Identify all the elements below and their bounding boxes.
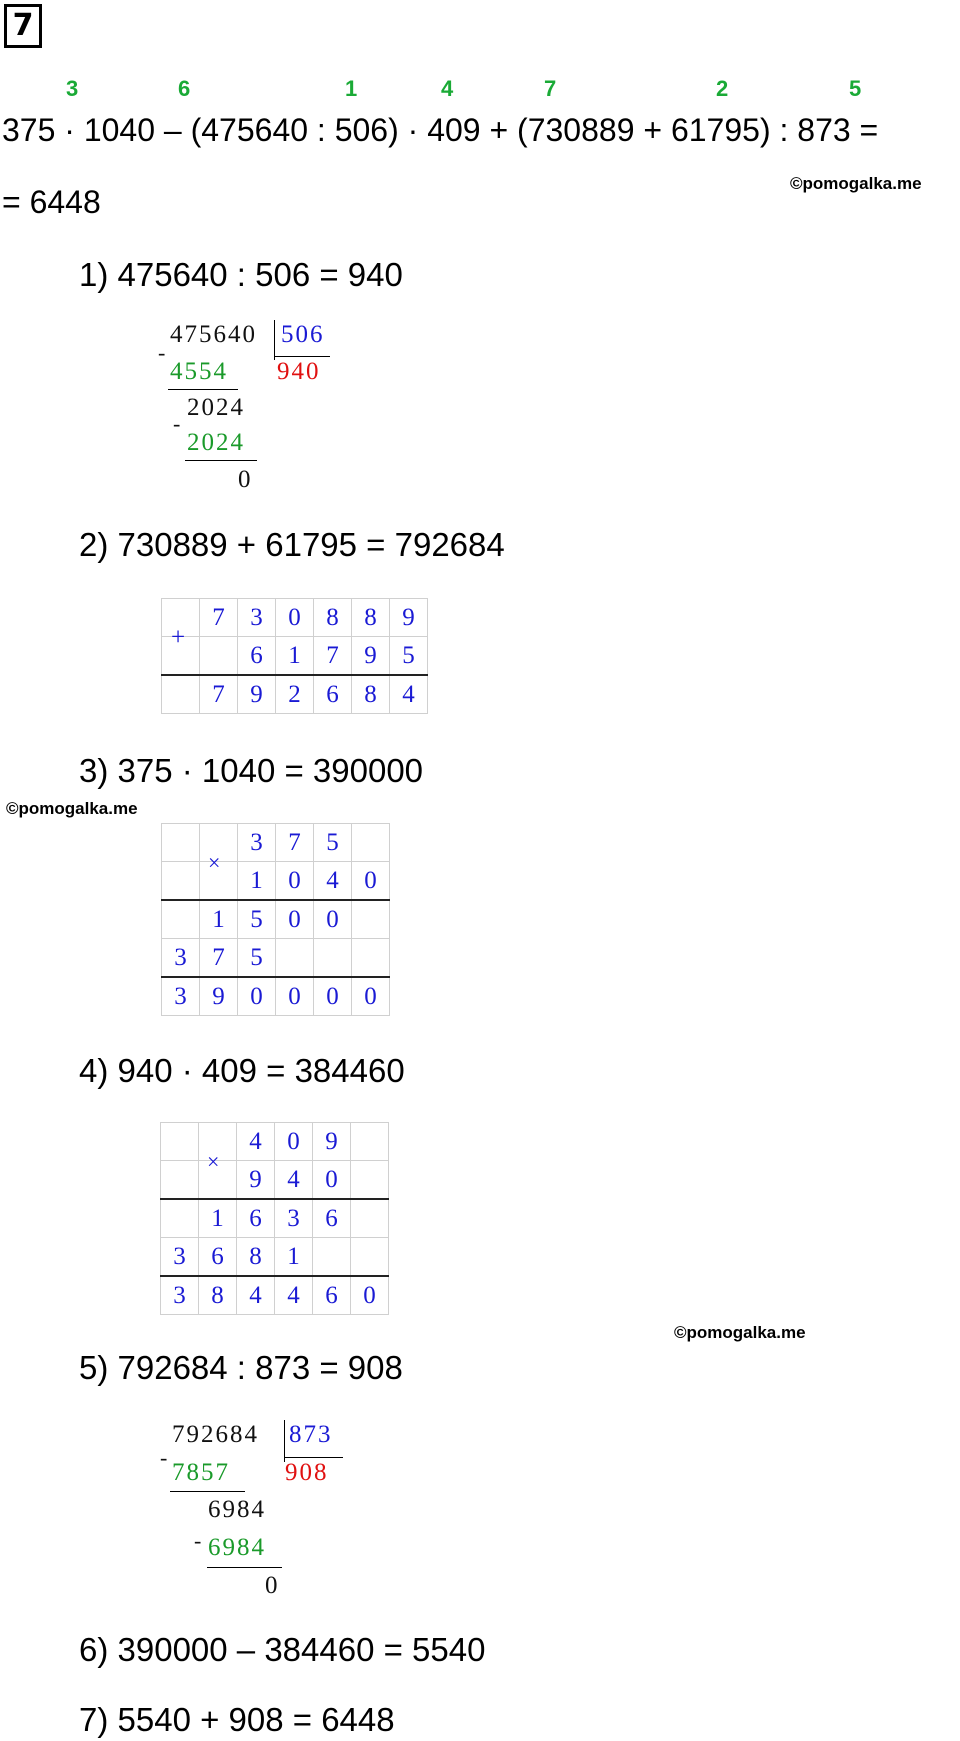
multiplication-grid-2 bbox=[160, 1122, 389, 1315]
grid-cell: 1 bbox=[200, 900, 238, 939]
grid-cell bbox=[352, 939, 390, 978]
remainder: 2024 bbox=[187, 394, 245, 421]
grid-cell: 1 bbox=[276, 637, 314, 676]
grid-cell: 0 bbox=[314, 900, 352, 939]
step-6: 6) 390000 – 384460 = 5540 bbox=[79, 1631, 486, 1668]
grid-cell: 6 bbox=[237, 1199, 275, 1238]
remainder: 6984 bbox=[208, 1496, 266, 1523]
dividend: 792684 bbox=[172, 1421, 259, 1448]
grid-cell bbox=[161, 1123, 199, 1161]
grid-cell: 6 bbox=[199, 1238, 237, 1277]
order-mark: 4 bbox=[441, 76, 454, 101]
grid-cell: 4 bbox=[390, 675, 428, 714]
times-sign: × bbox=[208, 850, 223, 875]
grid-cell bbox=[352, 900, 390, 939]
grid-cell: 8 bbox=[314, 599, 352, 637]
subtrahend: 6984 bbox=[208, 1534, 266, 1561]
grid-cell: 2 bbox=[276, 675, 314, 714]
grid-cell: 7 bbox=[314, 637, 352, 676]
grid-cell bbox=[314, 939, 352, 978]
grid-cell: 8 bbox=[237, 1238, 275, 1277]
grid-cell bbox=[200, 637, 238, 676]
grid-cell bbox=[351, 1161, 389, 1200]
grid-cell bbox=[351, 1123, 389, 1161]
grid-cell bbox=[313, 1238, 351, 1277]
dividend: 475640 bbox=[170, 321, 257, 348]
plus-sign: + bbox=[171, 624, 188, 651]
order-mark: 3 bbox=[66, 76, 79, 101]
step-2: 2) 730889 + 61795 = 792684 bbox=[79, 526, 505, 563]
grid-cell bbox=[276, 939, 314, 978]
order-mark: 2 bbox=[716, 76, 729, 101]
grid-cell: 9 bbox=[313, 1123, 351, 1161]
grid-cell: 4 bbox=[275, 1161, 313, 1200]
minus-sign: - bbox=[158, 340, 168, 365]
grid-cell: 9 bbox=[200, 977, 238, 1016]
grid-cell: 6 bbox=[313, 1199, 351, 1238]
minus-sign: - bbox=[160, 1445, 170, 1470]
grid-cell: 0 bbox=[276, 862, 314, 901]
grid-cell: 3 bbox=[162, 977, 200, 1016]
grid-cell: 4 bbox=[314, 862, 352, 901]
minus-sign: - bbox=[194, 1528, 204, 1553]
grid-cell: 9 bbox=[238, 675, 276, 714]
grid-cell bbox=[162, 862, 200, 901]
grid-cell: 3 bbox=[162, 939, 200, 978]
grid-cell bbox=[352, 824, 390, 862]
order-mark: 5 bbox=[849, 76, 862, 101]
step-4: 4) 940 · 409 = 384460 bbox=[79, 1052, 405, 1089]
final-remainder: 0 bbox=[265, 1572, 280, 1599]
watermark: ©pomogalka.me bbox=[674, 1323, 806, 1342]
grid-cell: 7 bbox=[276, 824, 314, 862]
order-mark: 7 bbox=[544, 76, 557, 101]
grid-cell: 0 bbox=[276, 977, 314, 1016]
grid-cell: 1 bbox=[238, 862, 276, 901]
subtrahend: 7857 bbox=[172, 1459, 230, 1486]
grid-cell: 8 bbox=[352, 599, 390, 637]
grid-cell: 5 bbox=[314, 824, 352, 862]
grid-cell: 1 bbox=[199, 1199, 237, 1238]
grid-cell: 3 bbox=[275, 1199, 313, 1238]
grid-cell: 0 bbox=[352, 977, 390, 1016]
divisor: 873 bbox=[289, 1421, 333, 1448]
grid-cell: 6 bbox=[313, 1276, 351, 1315]
grid-cell: 0 bbox=[238, 977, 276, 1016]
grid-cell: 3 bbox=[238, 824, 276, 862]
step-5: 5) 792684 : 873 = 908 bbox=[79, 1349, 403, 1386]
grid-cell: 0 bbox=[313, 1161, 351, 1200]
grid-cell: 6 bbox=[238, 637, 276, 676]
grid-cell: 4 bbox=[237, 1276, 275, 1315]
order-mark: 1 bbox=[345, 76, 358, 101]
grid-cell: 7 bbox=[200, 675, 238, 714]
grid-cell: 4 bbox=[237, 1123, 275, 1161]
grid-cell: 5 bbox=[238, 939, 276, 978]
order-mark: 6 bbox=[178, 76, 191, 101]
grid-cell: 7 bbox=[200, 939, 238, 978]
step-3: 3) 375 · 1040 = 390000 bbox=[79, 752, 424, 789]
grid-cell bbox=[351, 1238, 389, 1277]
step-1: 1) 475640 : 506 = 940 bbox=[79, 256, 403, 293]
final-remainder: 0 bbox=[238, 466, 253, 493]
grid-cell: 9 bbox=[390, 599, 428, 637]
watermark: ©pomogalka.me bbox=[6, 799, 138, 818]
grid-cell: 3 bbox=[161, 1238, 199, 1277]
divisor: 506 bbox=[281, 321, 325, 348]
grid-cell: 0 bbox=[351, 1276, 389, 1315]
task-number-box: 7 bbox=[4, 4, 42, 48]
grid-cell bbox=[162, 824, 200, 862]
quotient: 940 bbox=[277, 358, 321, 385]
minus-sign: - bbox=[173, 411, 183, 436]
addition-grid bbox=[161, 598, 428, 714]
subtrahend: 2024 bbox=[187, 429, 245, 456]
grid-cell: 8 bbox=[352, 675, 390, 714]
grid-cell: 9 bbox=[352, 637, 390, 676]
grid-cell bbox=[161, 1199, 199, 1238]
grid-cell bbox=[161, 1161, 199, 1200]
times-sign: × bbox=[207, 1149, 222, 1174]
grid-cell bbox=[162, 900, 200, 939]
grid-cell bbox=[162, 675, 200, 714]
quotient: 908 bbox=[285, 1459, 329, 1486]
grid-cell: 0 bbox=[275, 1123, 313, 1161]
grid-cell: 0 bbox=[352, 862, 390, 901]
grid-cell: 6 bbox=[314, 675, 352, 714]
grid-cell: 3 bbox=[238, 599, 276, 637]
grid-cell bbox=[351, 1199, 389, 1238]
grid-cell: 4 bbox=[275, 1276, 313, 1315]
grid-cell: 9 bbox=[237, 1161, 275, 1200]
grid-cell: 0 bbox=[314, 977, 352, 1016]
expression-line-1: 375 · 1040 – (475640 : 506) · 409 + (730889 + 61795) : 873 = bbox=[2, 112, 879, 148]
grid-cell: 5 bbox=[390, 637, 428, 676]
step-7: 7) 5540 + 908 = 6448 bbox=[79, 1701, 395, 1738]
grid-cell: 3 bbox=[161, 1276, 199, 1315]
subtrahend: 4554 bbox=[170, 358, 228, 385]
watermark: ©pomogalka.me bbox=[790, 174, 922, 193]
grid-cell: 8 bbox=[199, 1276, 237, 1315]
grid-cell: 0 bbox=[276, 900, 314, 939]
grid-cell: 1 bbox=[275, 1238, 313, 1277]
grid-cell: 0 bbox=[276, 599, 314, 637]
multiplication-grid-1 bbox=[161, 823, 390, 1016]
grid-cell: 5 bbox=[238, 900, 276, 939]
grid-cell: 7 bbox=[200, 599, 238, 637]
expression-line-2: = 6448 bbox=[2, 184, 101, 220]
